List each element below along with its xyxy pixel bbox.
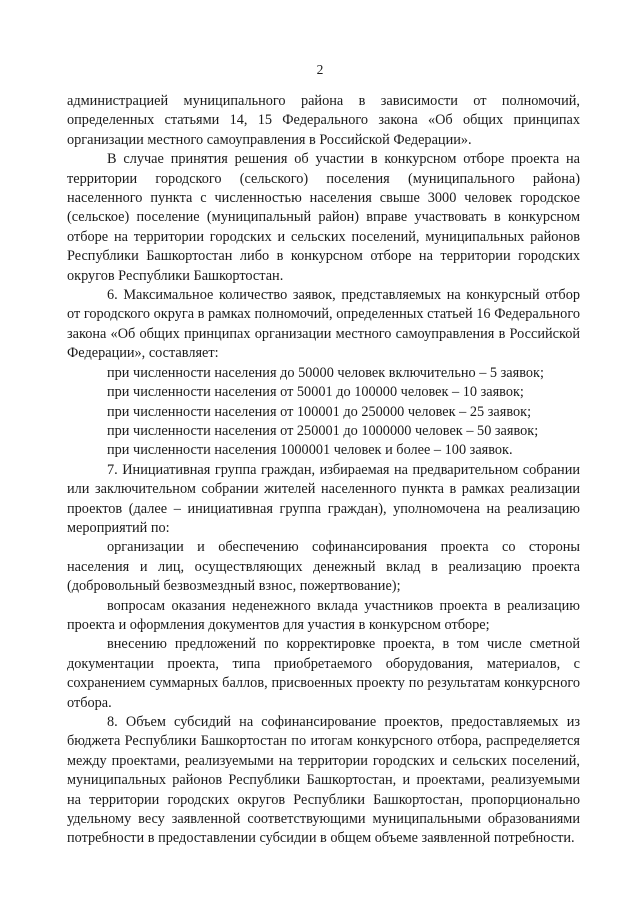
paragraph-project-adjustments: внесению предложений по корректировке проекта, в том числе сметной документации проекта, типа приобретаемого оборудования, материалов, с сохранением суммарных баллов, присвоенных проекту по результатам конкурсного отбора. [67,636,580,711]
document-body [67,92,580,849]
paragraph-cofinancing: организации и обеспечению софинансирования проекта со стороны населения и лиц, осуществляющих денежный вклад в реализацию проекта (добровольный безвозмездный взнос, пожертвование); [67,539,580,595]
list-item-population-50000: при численности населения до 50000 человек включительно – 5 заявок; [107,364,544,381]
page-number: 2 [316,62,324,77]
paragraph-non-monetary-contribution: вопросам оказания неденежного вклада участников проекта в реализацию проекта и оформления документов для участия в конкурсном отборе; [67,597,580,633]
paragraph-continuation: администрацией муниципального района в зависимости от полномочий, определенных статьями 14, 15 Федерального закона «Об общих принципах организации местного самоуправления в Российской Федерации». [67,93,580,148]
list-item-population-over-1000000: при численности населения 1000001 человек и более – 100 заявок. [107,442,513,459]
list-item-population-250000: при численности населения от 100001 до 250000 человек – 25 заявок; [107,403,532,420]
list-item-population-100000: при численности населения от 50001 до 100000 человек – 10 заявок; [107,384,524,401]
list-item-population-1000000: при численности населения от 250001 до 1000000 человек – 50 заявок; [107,422,539,439]
paragraph-8-subsidy-volume: 8. Объем субсидий на софинансирование проектов, предоставляемых из бюджета Республики Башкортостан по итогам конкурсного отбора, распределяется между проектами, реализуемыми на территории городских и сельских поселений, муниципальных районов Республики Башкортостан, и проектами, реализуемыми на территории городских округов Республики Башкортостан, пропорционально удельному весу заявленной соответствующими муниципальными образованиями потребности в предоставлении субсидии в общем объеме заявленной потребности. [67,714,580,847]
paragraph-selection-participation: В случае принятия решения об участии в конкурсном отборе проекта на территории городского (сельского) поселения (муниципального района) населенного пункта с численностью населения свыше 3000 человек городское (сельское) поселение (муниципальный район) вправе участвовать в конкурсном отборе на территории городских и сельских поселений, муниципальных районов Республики Башкортостан либо в конкурсном отборе на территории городских округов Республики Башкортостан. [67,151,580,284]
paragraph-7-initiative-group: 7. Инициативная группа граждан, избираемая на предварительном собрании или заключительном собрании жителей населенного пункта в рамках реализации проектов (далее – инициативная группа граждан), уполномочена на реализацию мероприятий по: [67,461,580,536]
paragraph-6-max-applications: 6. Максимальное количество заявок, представляемых на конкурсный отбор от городского округа в рамках полномочий, определенных статьей 16 Федерального закона «Об общих принципах организации местного самоуправления в Российской Федерации», составляет: [67,287,580,362]
